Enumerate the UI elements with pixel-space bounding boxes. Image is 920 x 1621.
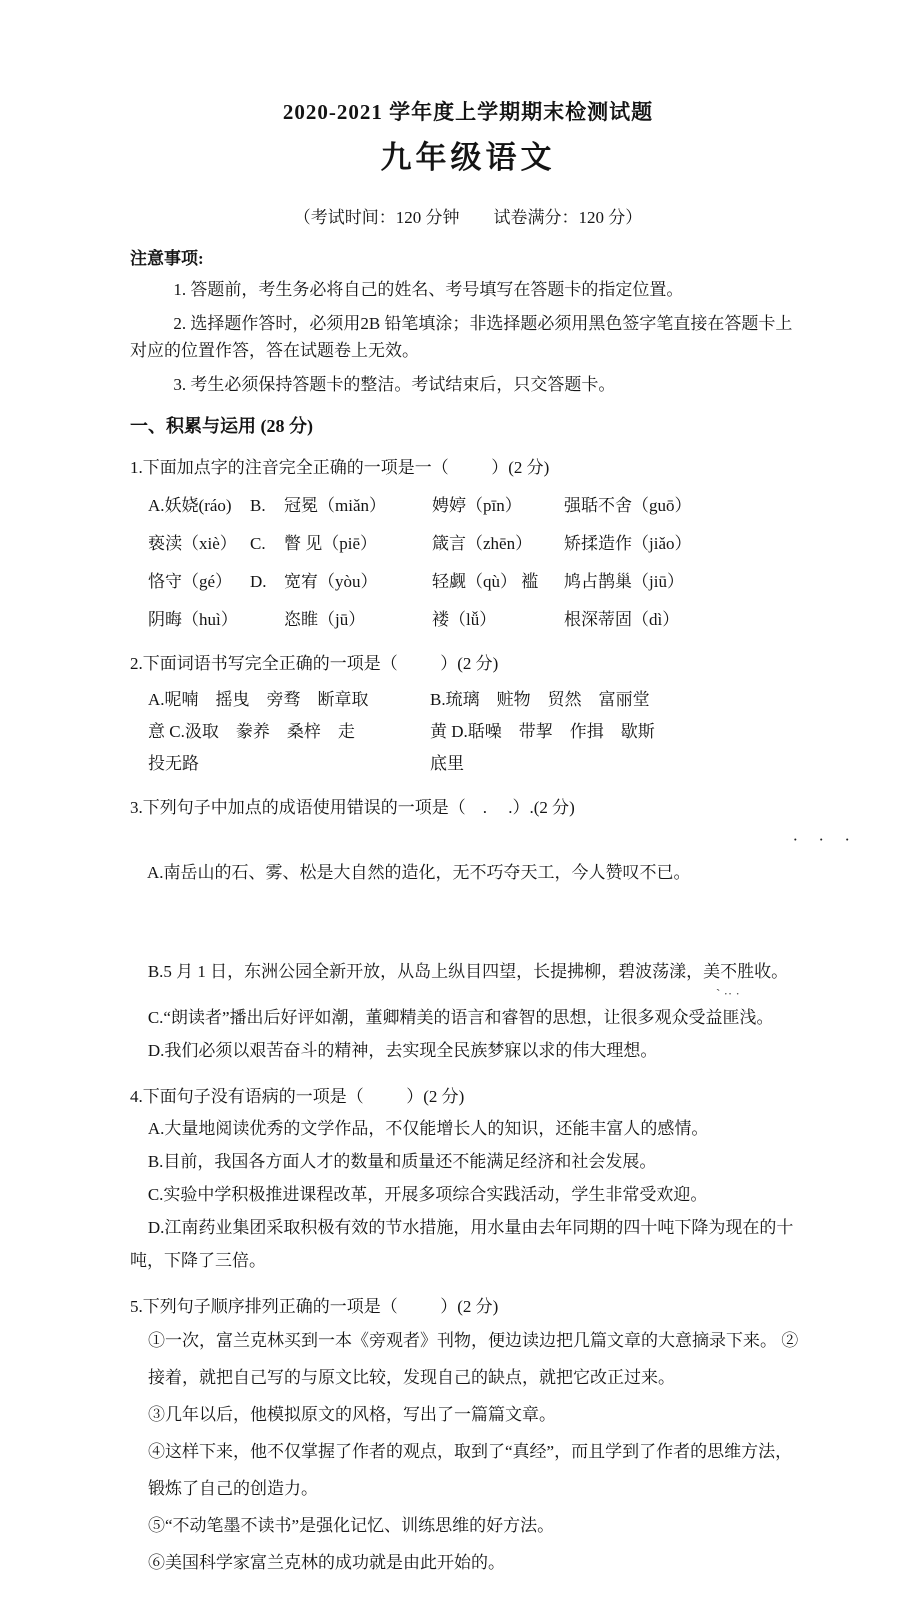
notice-header: 注意事项: [130, 249, 204, 268]
q5-sentence-line: ⑥美国科学家富兰克林的成功就是由此开始的。 [148, 1553, 505, 1572]
q1-cell: 轻觑（qù） 褴 [432, 572, 539, 591]
q1-cell: 亵渎（xiè） [148, 534, 237, 553]
q1-cell: 阴晦（huì） [148, 610, 238, 629]
q5-sentence-line: ①一次，富兰克林买到一本《旁观者》刊物，便边读边把几篇文章的大意摘录下来。 ② [148, 1331, 799, 1350]
q3-option-a-text: A.南岳山的石、雾、松是大自然的造化，无不巧夺天工，今人赞叹不已。 [147, 863, 691, 882]
notice-item-2: 2. 选择题作答时，必须用2B 铅笔填涂；非选择题必须用黑色签字笔直接在答题卡上对应的位置作答，答在试题卷上无效。 [130, 314, 793, 360]
q5-sentence-line: ⑤“不动笔墨不读书”是强化记忆、训练思维的好方法。 [148, 1516, 555, 1535]
q1-cell: A.妖娆(ráo) [148, 496, 232, 515]
q5-sentence-line: 锻炼了自己的创造力。 [148, 1479, 318, 1498]
q1-cell: D. [250, 572, 267, 591]
q2-cell: A.呢喃 摇曳 旁骛 断章取 [148, 690, 369, 709]
q1-cell: 箴言（zhēn） [432, 534, 533, 553]
q5-sentence-line: 接着，就把自己写的与原文比较，发现自己的缺点，就把它改正过来。 [148, 1368, 675, 1387]
q1-cell [250, 605, 284, 634]
exam-subject-title: 九年级语文 [380, 140, 556, 175]
q3-option-b: B.5 月 1 日，东洲公园全新开放，从岛上纵目四望，长提拂柳，碧波荡漾，美不胜收。 [147, 962, 789, 981]
emphasis-dots: ` ·· · [716, 986, 740, 1001]
q2-cell: 意 C.汲取 豢养 桑梓 走 [148, 722, 355, 741]
q1-cell: 鸠占鹊巢（jiū） [564, 572, 684, 591]
q1-cell: 冠冕（miǎn） [284, 496, 386, 515]
q2-cell: 底里 [430, 754, 464, 773]
question5-stem: 5.下列句子顺序排列正确的一项是（ ）(2 分) [130, 1297, 499, 1316]
q5-sentence-line: ③几年以后，他模拟原文的风格，写出了一篇篇文章。 [148, 1405, 556, 1424]
question2-options-grid [148, 685, 806, 778]
exam-info-line: （考试时间：120 分钟 试卷满分：120 分） [293, 208, 643, 227]
q1-cell: C. [250, 534, 266, 553]
q1-cell: B. [250, 496, 266, 515]
question2-stem: 2.下面词语书写完全正确的一项是（ ）(2 分) [130, 654, 499, 673]
question1-stem: 1.下面加点字的注音完全正确的一项是一（ ）(2 分) [130, 458, 550, 477]
q1-cell: 矫揉造作（jiǎo） [564, 534, 692, 553]
q1-cell: 恪守（gé） [148, 572, 233, 591]
q3-option-c: C.“朗读者”播出后好评如潮，董卿精美的语言和睿智的思想，让很多观众受益匪浅。 [147, 1008, 774, 1027]
q2-cell: 黄 D.聒噪 带挈 作揖 歇斯 [430, 722, 655, 741]
q5-sentence-line: ④这样下来，他不仅掌握了作者的观点，取到了“真经”，而且学到了作者的思维方法， [148, 1442, 793, 1461]
q1-cell: 褛（lǚ） [432, 610, 497, 629]
q1-cell: 娉婷（pīn） [432, 496, 522, 515]
q4-option-c: C.实验中学积极推进课程改革，开展多项综合实践活动，学生非常受欢迎。 [147, 1185, 708, 1204]
q1-cell: 瞥 见（piē） [284, 534, 378, 553]
q1-cell: 宽宥（yòu） [284, 572, 378, 591]
q3-option-a [130, 823, 858, 955]
notice-item-3: 3. 考生必须保持答题卡的整洁。考试结束后，只交答题卡。 [173, 375, 616, 394]
notice-item-1: 1. 答题前，考生务必将自己的姓名、考号填写在答题卡的指定位置。 [173, 280, 684, 299]
q1-cell: 根深蒂固（dì） [564, 610, 680, 629]
q1-cell: 恣睢（jū） [284, 610, 366, 629]
q3-option-d: D.我们必须以艰苦奋斗的精神，去实现全民族梦寐以求的伟大理想。 [147, 1041, 658, 1060]
q4-option-b: B.目前，我国各方面人才的数量和质量还不能满足经济和社会发展。 [147, 1152, 657, 1171]
question4-stem: 4.下面句子没有语病的一项是（ ）(2 分) [130, 1087, 465, 1106]
section1-heading: 一、积累与运用 (28 分) [130, 416, 313, 436]
q2-cell: 投无路 [148, 754, 199, 773]
q4-option-a: A.大量地阅读优秀的文学作品，不仅能增长人的知识，还能丰富人的感情。 [147, 1119, 709, 1138]
q4-option-d: D.江南药业集团采取积极有效的节水措施，用水量由去年同期的四十吨下降为现在的十吨，下降了三倍。 [130, 1218, 794, 1270]
emphasis-dots: · · · [792, 830, 858, 849]
q1-cell: 强聒不舍（guō） [564, 496, 692, 515]
question1-options-grid [148, 491, 806, 634]
question3-stem: 3.下列句子中加点的成语使用错误的一项是（ . .）.(2 分) [130, 798, 575, 817]
exam-title: 2020-2021 学年度上学期期末检测试题 [282, 100, 654, 124]
q2-cell: B.琉璃 赃物 贸然 富丽堂 [430, 690, 650, 709]
